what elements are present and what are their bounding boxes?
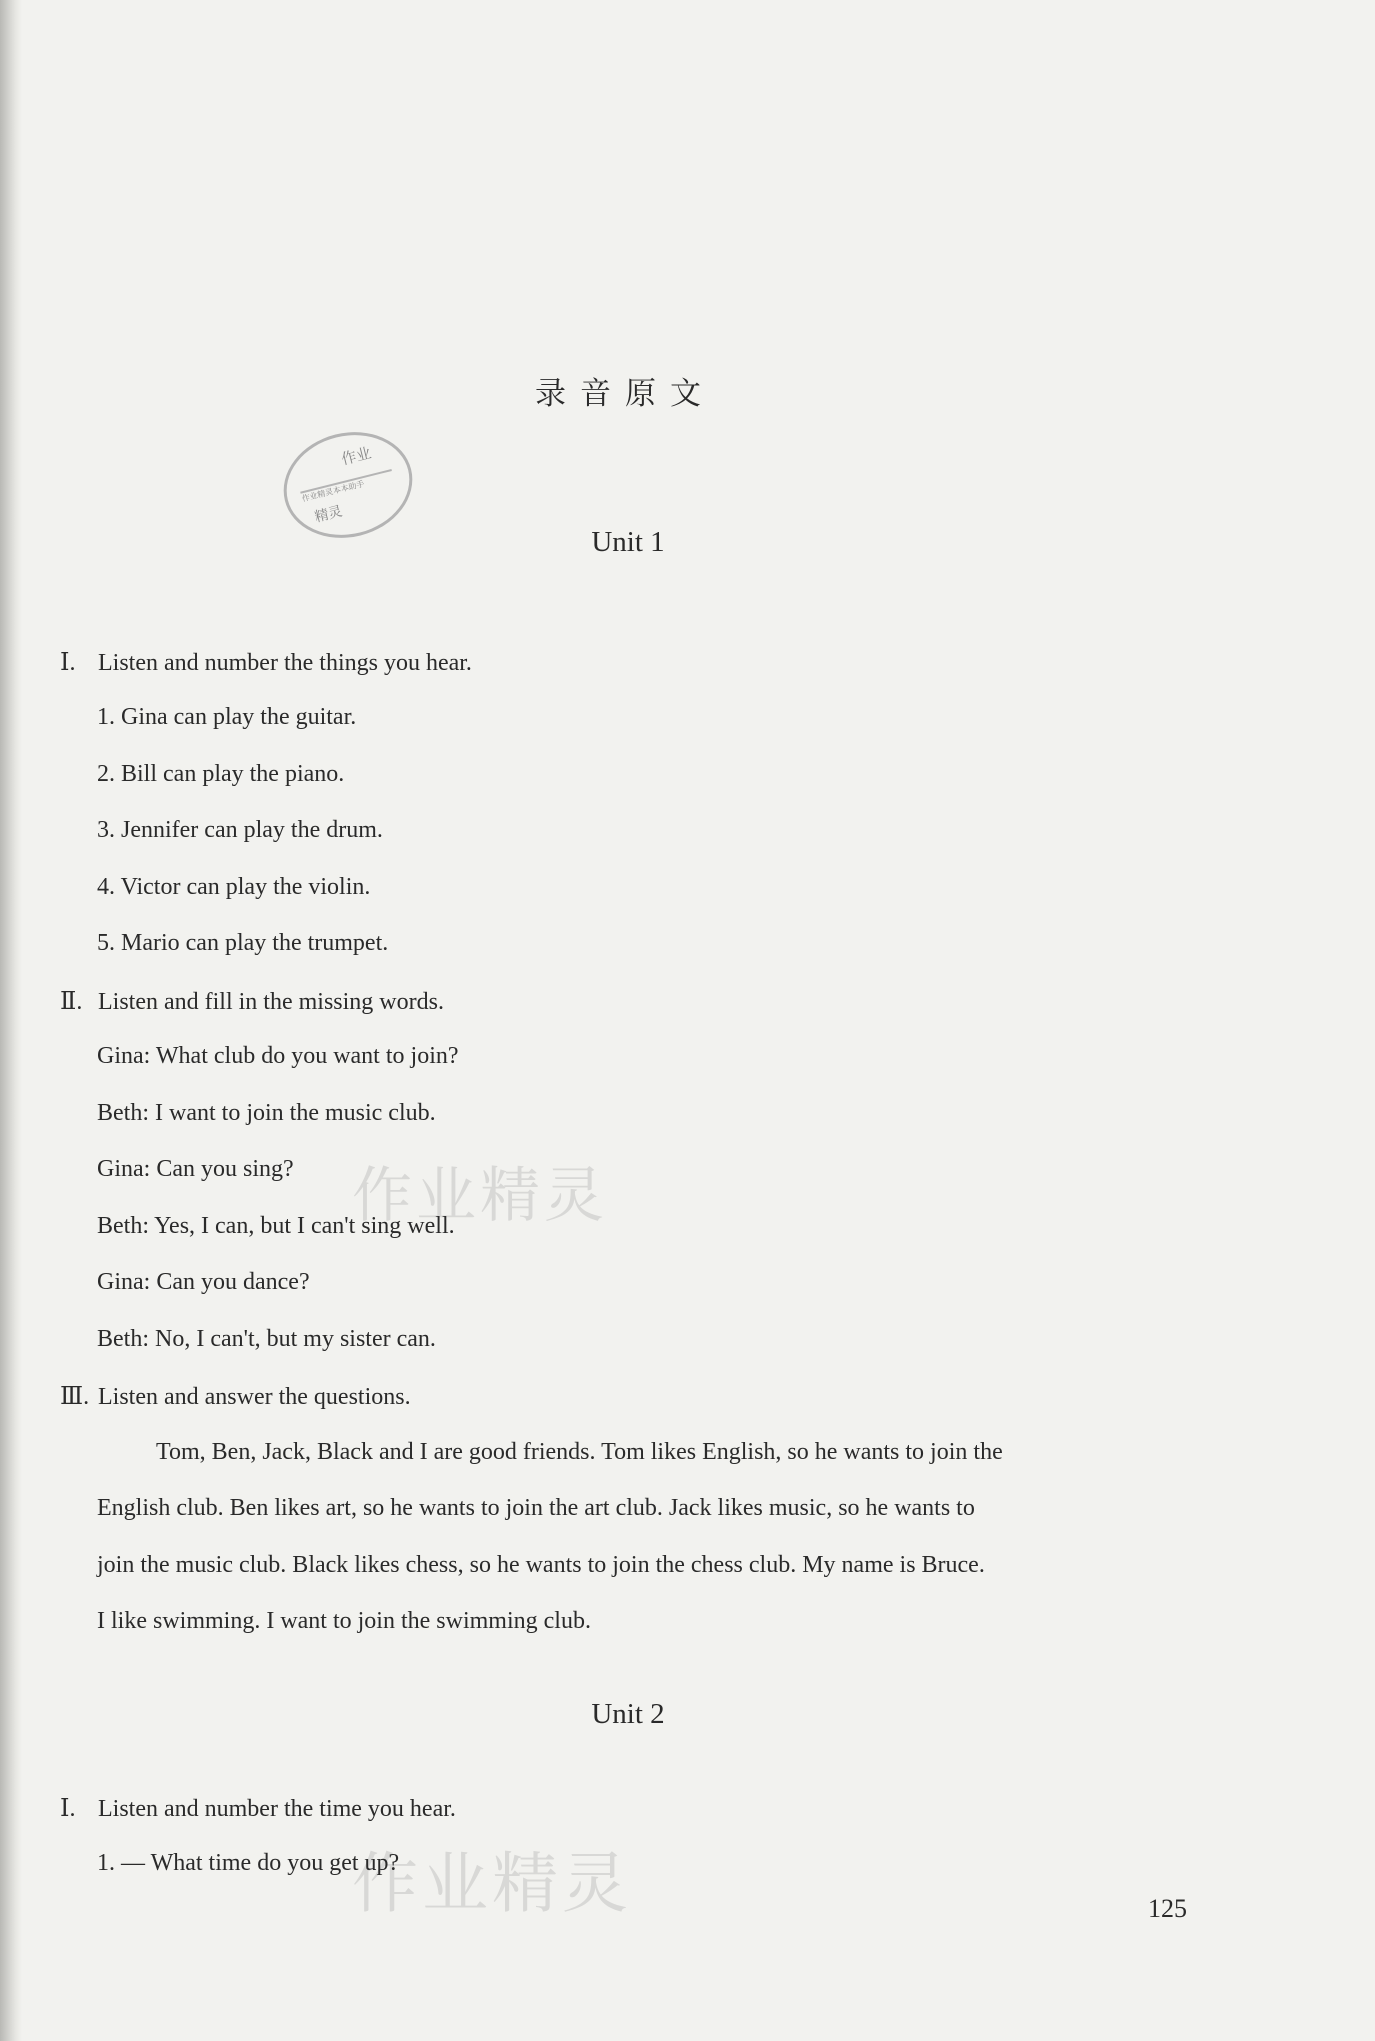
unit1-section1-num: Ⅰ. [60, 650, 76, 676]
unit1-section3-num: Ⅲ. [60, 1384, 90, 1410]
list-item: 1. Gina can play the guitar. [97, 704, 357, 730]
unit2-section1-header [60, 1794, 456, 1823]
page-number: 125 [1148, 1894, 1187, 1923]
list-item: 4. Victor can play the violin. [97, 874, 371, 900]
dialogue-text: I want to join the music club. [155, 1100, 436, 1126]
dialogue-speaker: Beth: [97, 1213, 149, 1239]
unit2-section1-num: Ⅰ. [60, 1796, 76, 1822]
dialogue-line [97, 1213, 455, 1240]
unit2-section1-title: Listen and number the time you hear. [98, 1796, 456, 1822]
dialogue-text: Can you sing? [156, 1156, 294, 1182]
stamp-text-top: 作业 [339, 443, 374, 469]
dialogue-speaker: Gina: [97, 1043, 151, 1069]
list-item: 3. Jennifer can play the drum. [97, 817, 383, 843]
dialogue-speaker: Beth: [97, 1326, 149, 1352]
unit1-section3-header [60, 1382, 411, 1411]
paragraph-line: join the music club. Black likes chess, so he wants to join the chess club. My name is Bruce. [97, 1552, 985, 1578]
paragraph-line: Tom, Ben, Jack, Black and I are good friends. Tom likes English, so he wants to join the [156, 1439, 1003, 1465]
dialogue-speaker: Gina: [97, 1156, 151, 1182]
unit1-section2-title: Listen and fill in the missing words. [98, 989, 444, 1015]
dialogue-speaker: Gina: [97, 1269, 151, 1295]
dialogue-line [97, 1043, 459, 1070]
unit1-section1-title: Listen and number the things you hear. [98, 650, 472, 676]
paragraph-line: English club. Ben likes art, so he wants to join the art club. Jack likes music, so he wants to [97, 1495, 975, 1521]
dialogue-text: Can you dance? [156, 1269, 310, 1295]
unit1-section1-header [60, 648, 472, 677]
dialogue-text: Yes, I can, but I can't sing well. [154, 1213, 455, 1239]
stamp-text-mid: 作业精灵本本助手 [300, 479, 366, 504]
dialogue-line [97, 1269, 310, 1296]
dialogue-line [97, 1326, 436, 1353]
unit1-section2-header [60, 987, 444, 1016]
dialogue-text: What club do you want to join? [155, 1043, 459, 1069]
unit1-section3-title: Listen and answer the questions. [98, 1384, 411, 1410]
dialogue-text: No, I can't, but my sister can. [155, 1326, 436, 1352]
watermark-2: 作业精灵 [352, 1845, 632, 1922]
dialogue-speaker: Beth: [97, 1100, 149, 1126]
list-item: 2. Bill can play the piano. [97, 761, 345, 787]
list-item: 5. Mario can play the trumpet. [97, 930, 389, 956]
dialogue-line [97, 1156, 294, 1183]
stamp-text-bottom: 精灵 [313, 503, 345, 526]
dialogue-line [97, 1100, 436, 1127]
page-title: 录音原文 [535, 376, 715, 412]
unit1-heading: Unit 1 [591, 526, 665, 558]
paragraph-line: I like swimming. I want to join the swimming club. [97, 1608, 591, 1634]
watermark-1: 作业精灵 [352, 1161, 608, 1231]
list-item: 1. — What time do you get up? [97, 1850, 400, 1876]
page-edge-shadow [0, 0, 22, 2041]
unit2-heading: Unit 2 [591, 1698, 665, 1730]
unit1-section2-num: Ⅱ. [60, 989, 83, 1015]
